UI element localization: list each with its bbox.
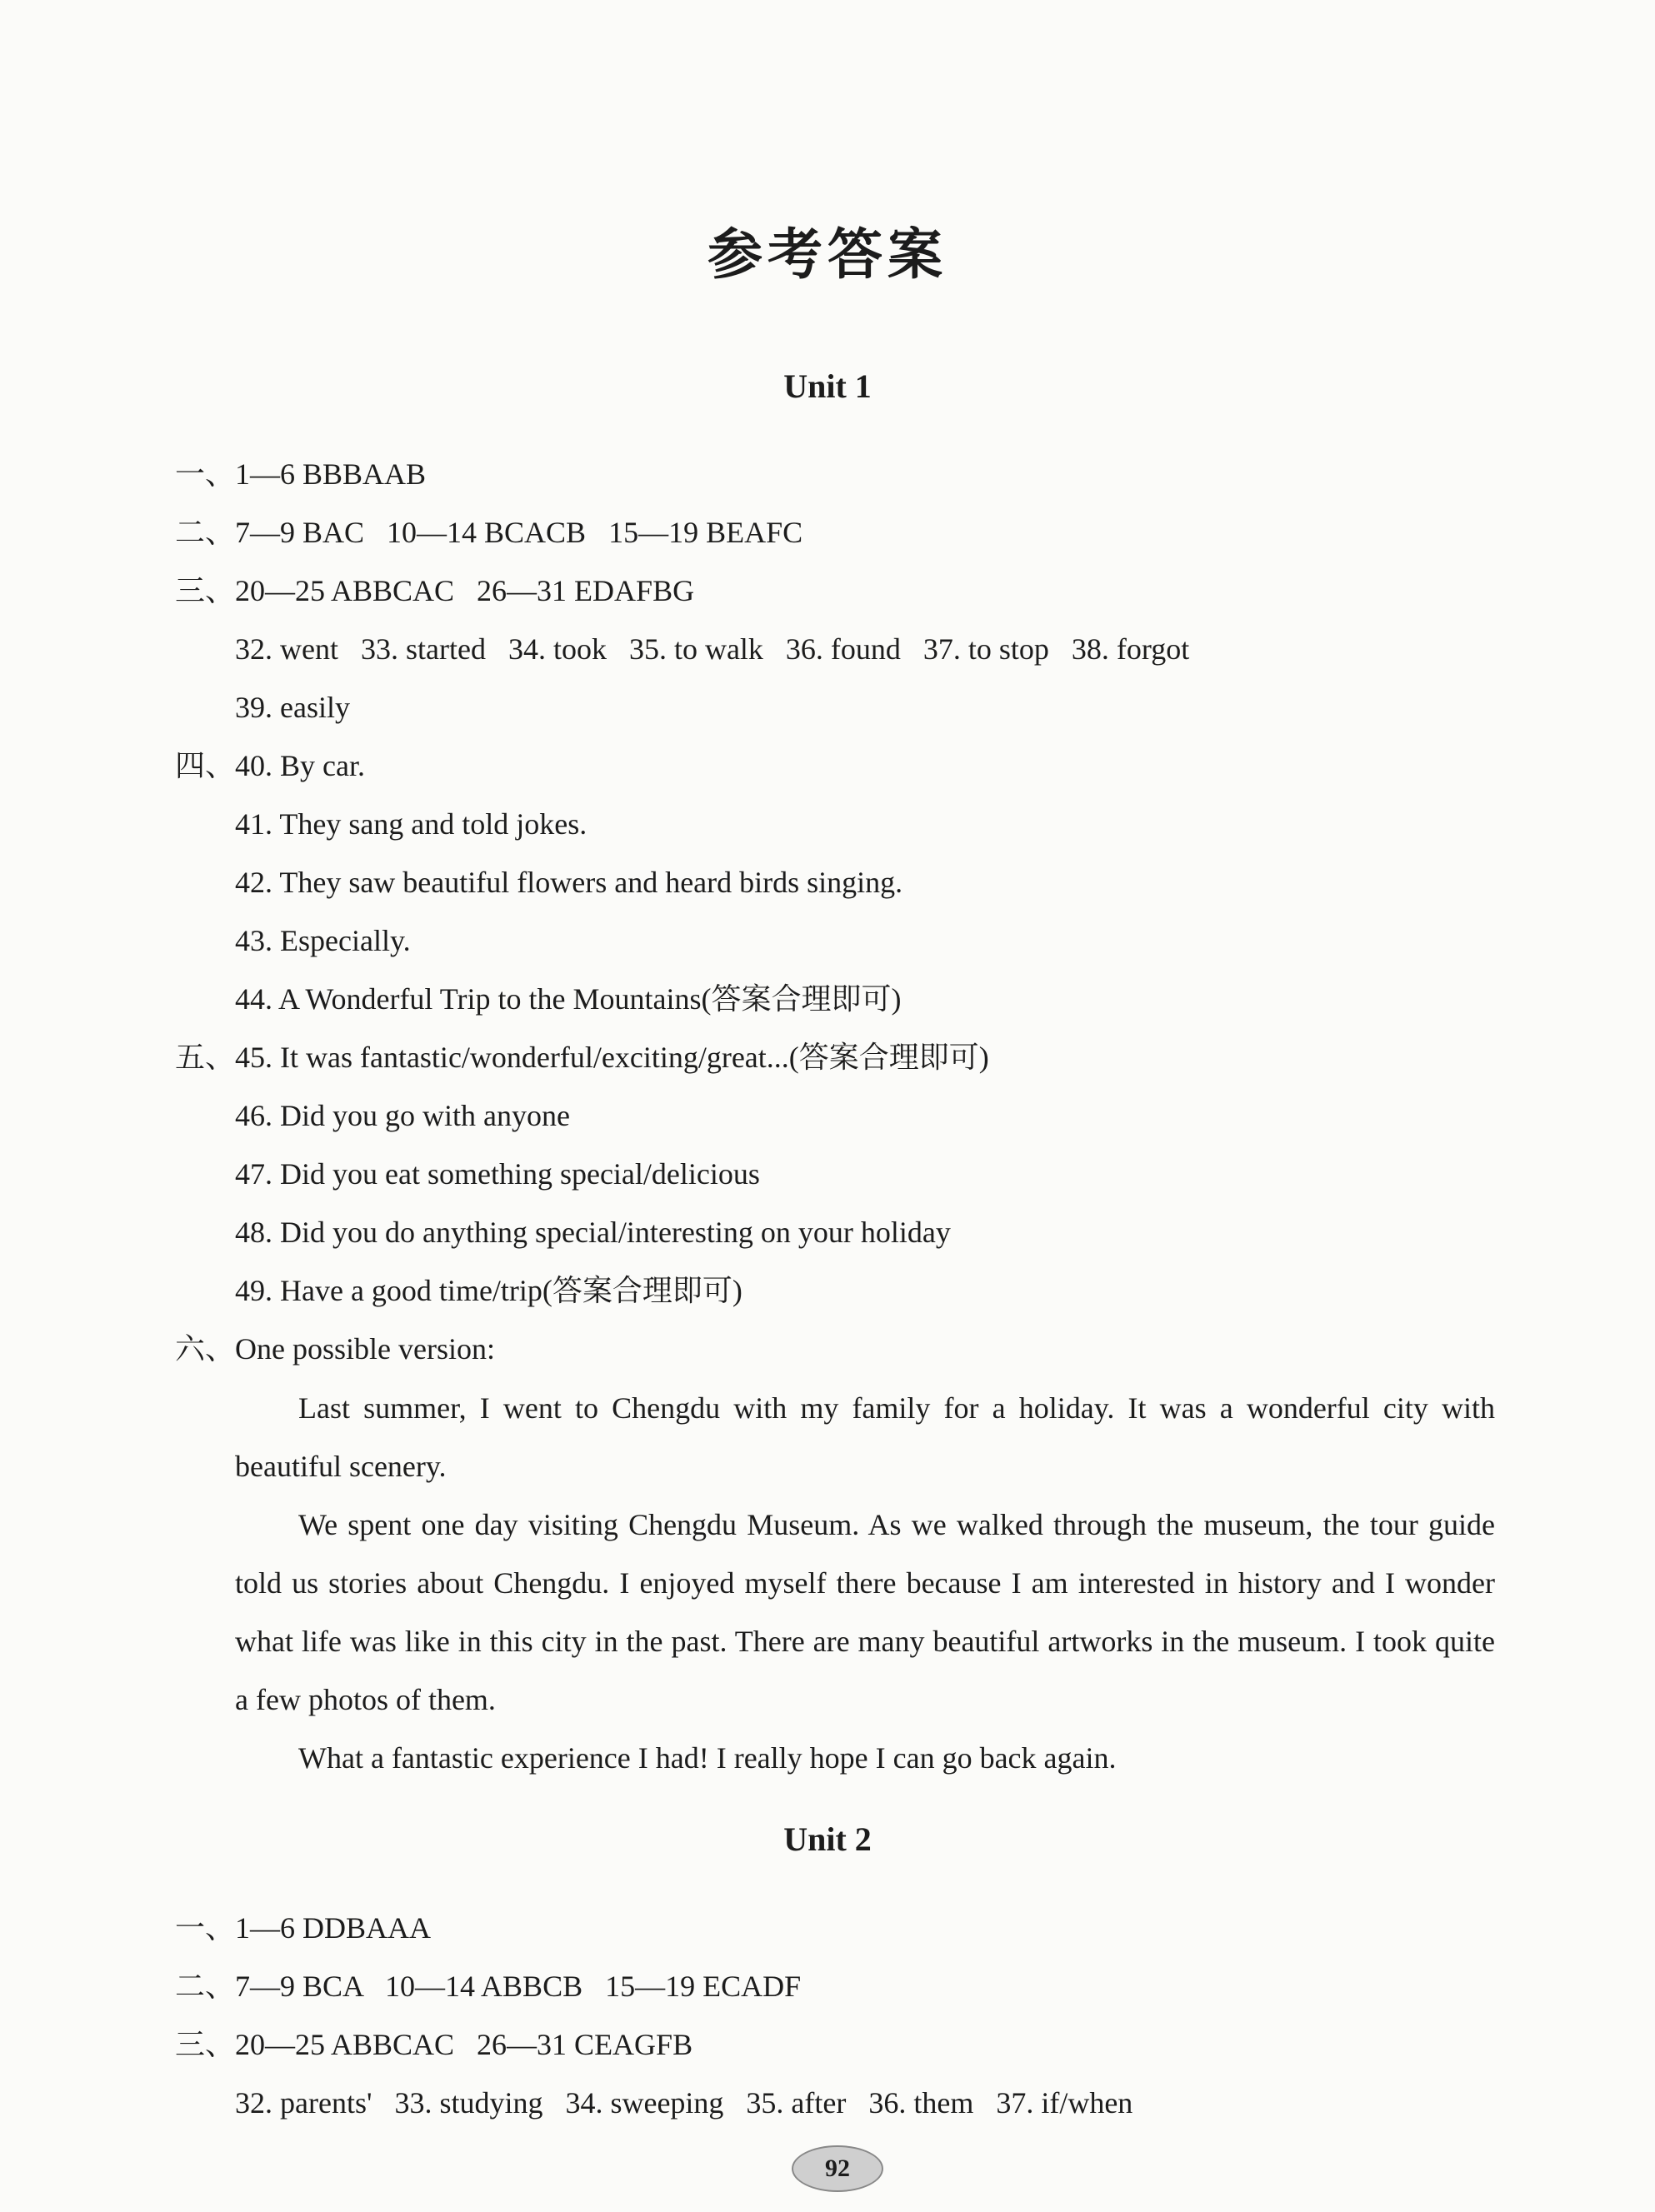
section-label: 二、: [175, 1970, 236, 2003]
answer-text: 45. It was fantastic/wonderful/exciting/great...(答案合理即可): [235, 1041, 989, 1074]
section-label: 五、: [175, 1041, 236, 1074]
section-label: 三、: [175, 2028, 236, 2061]
section-label: 四、: [175, 749, 236, 782]
answer-text: 46. Did you go with anyone: [235, 1099, 570, 1132]
answer-line: [175, 512, 802, 552]
unit-2-title: Unit 2: [783, 1820, 872, 1858]
section-label: 三、: [175, 574, 236, 607]
answer-line: [175, 1966, 801, 2006]
unit-1-title: Unit 1: [783, 367, 872, 405]
answer-line: [175, 2025, 692, 2065]
answer-line: [175, 862, 902, 902]
answer-text: 20—25 ABBCAC 26—31 EDAFBG: [235, 574, 695, 607]
answer-line: [175, 1154, 760, 1194]
essay-paragraph: We spent one day visiting Chengdu Museum. As we walked through the museum, the tour guide told us stories about Chengdu. I enjoyed myself there because I am interested in history and I wonder what life was like in this city in the past. There are many beautiful artworks in the museum. I took quite a few photos of them.: [235, 1508, 1495, 1716]
answer-line: [175, 979, 901, 1019]
sample-essay: [235, 1379, 1495, 1787]
page-number: 92: [792, 2145, 883, 2192]
answer-text: 7—9 BAC 10—14 BCACB 15—19 BEAFC: [235, 516, 803, 549]
answer-line: [175, 1212, 951, 1252]
section-label: 一、: [175, 1911, 236, 1945]
answer-line: [175, 1908, 431, 1948]
answer-line: [175, 804, 587, 844]
answer-text: 39. easily: [235, 691, 350, 724]
answer-line: [175, 687, 350, 727]
answer-line: [175, 746, 365, 786]
answer-text: 32. parents' 33. studying 34. sweeping 35. after 36. them 37. if/when: [235, 2086, 1133, 2120]
answer-text: 7—9 BCA 10—14 ABBCB 15—19 ECADF: [235, 1970, 802, 2003]
answer-line: [175, 1096, 570, 1136]
answer-line: [175, 921, 411, 961]
section-label: 一、: [175, 457, 236, 491]
answer-text: 20—25 ABBCAC 26—31 CEAGFB: [235, 2028, 693, 2061]
essay-paragraph: What a fantastic experience I had! I really hope I can go back again.: [298, 1741, 1117, 1775]
answer-line: [175, 571, 694, 611]
answer-text: 41. They sang and told jokes.: [235, 807, 588, 841]
answer-text: 1—6 BBBAAB: [235, 457, 427, 491]
essay-paragraph: Last summer, I went to Chengdu with my family for a holiday. It was a wonderful city with beautiful scenery.: [235, 1391, 1495, 1483]
answer-text: 1—6 DDBAAA: [235, 1911, 432, 1945]
section-label: 二、: [175, 516, 236, 549]
answer-line: [175, 454, 426, 494]
answer-line: [175, 1329, 495, 1369]
answer-text: One possible version:: [235, 1332, 495, 1366]
answer-line: [175, 1271, 742, 1311]
answer-text: 49. Have a good time/trip(答案合理即可): [235, 1274, 742, 1307]
answer-text: 32. went 33. started 34. took 35. to walk 36. found 37. to stop 38. forgot: [235, 632, 1190, 666]
answer-line: [175, 2083, 1132, 2123]
answer-text: 43. Especially.: [235, 924, 411, 957]
answer-text: 47. Did you eat something special/delicious: [235, 1157, 760, 1191]
answer-text: 48. Did you do anything special/interesting on your holiday: [235, 1216, 951, 1249]
answer-text: 40. By car.: [235, 749, 365, 782]
section-label: 六、: [175, 1332, 236, 1366]
answer-text: 44. A Wonderful Trip to the Mountains(答案合理即可): [235, 982, 902, 1016]
answer-line: [175, 1037, 989, 1077]
page-title: 参考答案: [708, 222, 948, 287]
answer-line: [175, 629, 1189, 669]
answer-text: 42. They saw beautiful flowers and heard birds singing.: [235, 866, 903, 899]
